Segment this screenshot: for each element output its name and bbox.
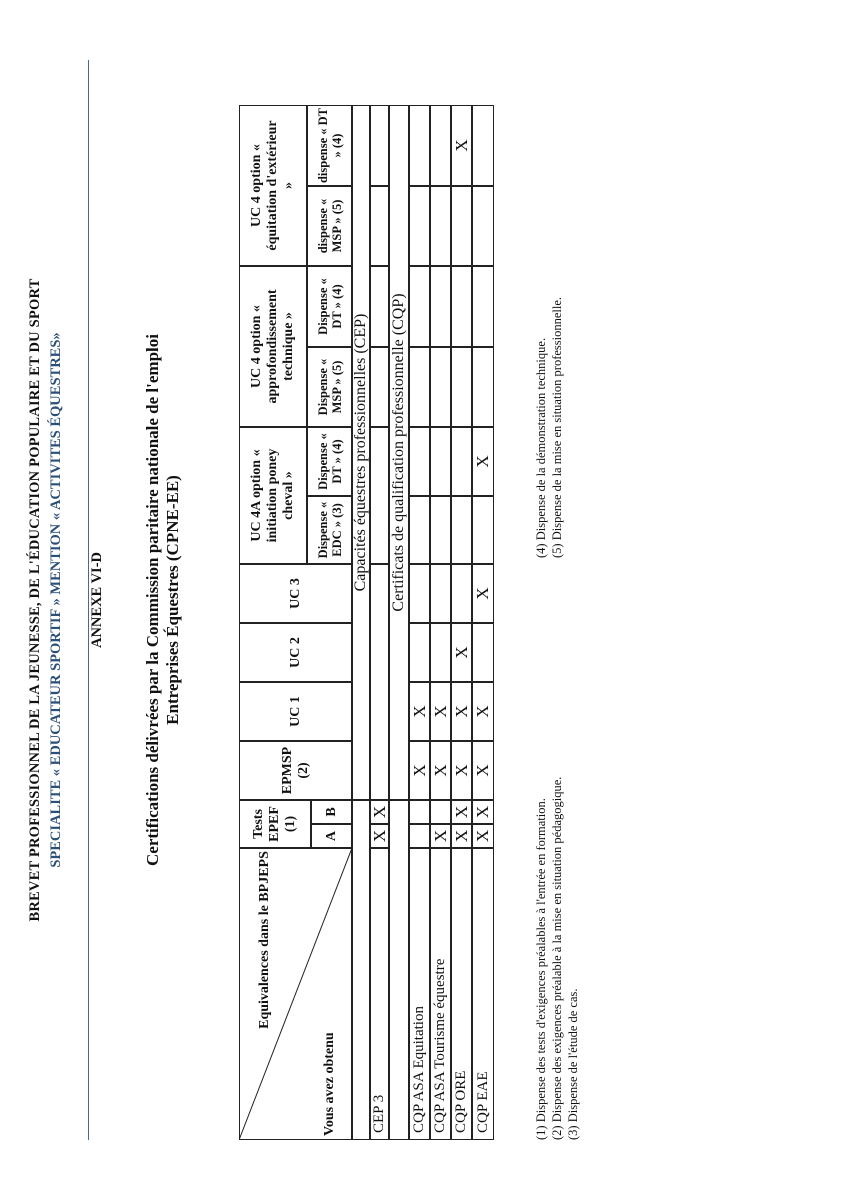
document-title-line2: Entreprises Équestres (CPNE-EE) [163,475,182,725]
cell-mark: X [472,564,494,623]
table-cell [409,564,430,623]
table-cell [472,496,494,564]
cell-mark: X [430,824,451,848]
table-cell [370,427,389,564]
cell-mark: X [451,800,472,824]
equivalences-header: Equivalences dans le BPJEPS [257,851,273,1029]
cell-mark: X [451,741,472,800]
table-cell [451,496,472,564]
cell-mark: X [451,824,472,848]
cqp-section-title: Certificats de qualification professionnelle (CQP) [389,105,409,800]
tests-epef-header: Tests EPEF (1) [239,800,311,848]
cell-mark: X [451,105,472,186]
table-cell [430,496,451,564]
uc3-header: UC 3 [239,564,352,623]
footnote-3: (3) Dispense de l'étude de cas. [566,988,580,1140]
footnote-1: (1) Dispense des tests d'exigences préalables à l'entrée en formation. [534,798,548,1140]
table-cell [472,105,494,186]
table-cell [472,186,494,266]
cell-mark: X [409,741,430,800]
table-cell [409,623,430,682]
table-row-label: CQP ASA Tourisme équestre [430,848,451,1140]
table-cell [451,347,472,427]
table-cell [370,186,389,266]
uc4-tech-dt-header: Dispense « DT » (4) [307,266,352,347]
table-cell [430,800,451,824]
table-cell [451,266,472,347]
uc2-header: UC 2 [239,623,352,682]
table-row-label: CQP ASA Equitation [409,848,430,1140]
uc4-tech-msp-header: Dispense « MSP » (5) [307,347,352,427]
cell-mark: X [472,741,494,800]
document-header-line2: SPECIALITE « EDUCATEUR SPORTIF » MENTION « ACTIVITES ÉQUESTRES» [48,332,64,868]
cep-section-blank [352,800,370,1140]
footnote-4: (4) Dispense de la démonstration technique. [534,337,548,558]
annex-title: ANNEXE VI-D [89,552,105,649]
table-cell [430,427,451,496]
cell-mark: X [430,682,451,741]
cep3-rest [370,564,389,800]
uc4a-header: UC 4A option « initiation poney cheval » [239,427,307,564]
table-cell [451,427,472,496]
table-cell [409,800,430,824]
cell-mark: X [451,623,472,682]
table-cell [409,105,430,186]
document-header-line1: BREVET PROFESSIONNEL DE LA JEUNESSE, DE L'ÉDUCATION POPULAIRE ET DU SPORT [27,278,43,922]
uc4a-dt-header: Dispense « DT » (4) [307,427,352,496]
table-cell [472,347,494,427]
cqp-section-blank [389,800,409,1140]
table-row-label: CQP ORE [451,848,472,1140]
table-cell [409,496,430,564]
cep-section-title: Capacités équestres professionnelles (CEP) [352,105,370,800]
cell-mark: X [451,682,472,741]
table-cell [409,186,430,266]
table-cell [472,266,494,347]
tests-a-header: A [311,824,352,848]
footnote-5: (5) Dispense de la mise en situation professionnelle. [550,296,564,558]
uc4-ext-header: UC 4 option « équitation d'extérieur » [239,105,307,266]
uc4-ext-msp-header: dispense « MSP » (5) [307,186,352,266]
uc4-ext-dt-header: dispense « DT » (4) [307,105,352,186]
cell-mark: X [409,682,430,741]
uc4a-edc-header: Dispense « EDC » (3) [307,496,352,564]
table-row-label: CEP 3 [370,848,389,1140]
table-cell [370,347,389,427]
footnote-2: (2) Dispense des exigences préalable à la mise en situation pédagogique. [550,776,564,1140]
table-cell [430,564,451,623]
table-cell [430,105,451,186]
vous-avez-obtenu-header: Vous avez obtenu [322,1032,338,1136]
cell-mark: X [472,427,494,496]
table-cell [370,105,389,186]
cell-mark: X [472,824,494,848]
table-cell [430,347,451,427]
tests-b-header: B [311,800,352,824]
table-cell [472,623,494,682]
cell-mark: X [370,800,389,824]
table-cell [409,347,430,427]
table-cell [430,186,451,266]
uc1-header: UC 1 [239,682,352,741]
document-title-line1: Certifications délivrées par la Commission paritaire nationale de l'emploi [143,334,162,866]
table-cell [409,427,430,496]
cell-mark: X [472,682,494,741]
table-cell [409,824,430,848]
table-cell [430,623,451,682]
table-cell [451,564,472,623]
cell-mark: X [472,800,494,824]
table-cell [430,266,451,347]
table-cell [451,186,472,266]
cell-mark: X [430,741,451,800]
table-cell [370,266,389,347]
uc4-tech-header: UC 4 option « approfondissement technique » [239,266,307,427]
epmsp-header: EPMSP (2) [239,741,352,800]
table-row-label: CQP EAE [472,848,494,1140]
table-cell [409,266,430,347]
cell-mark: X [370,824,389,848]
